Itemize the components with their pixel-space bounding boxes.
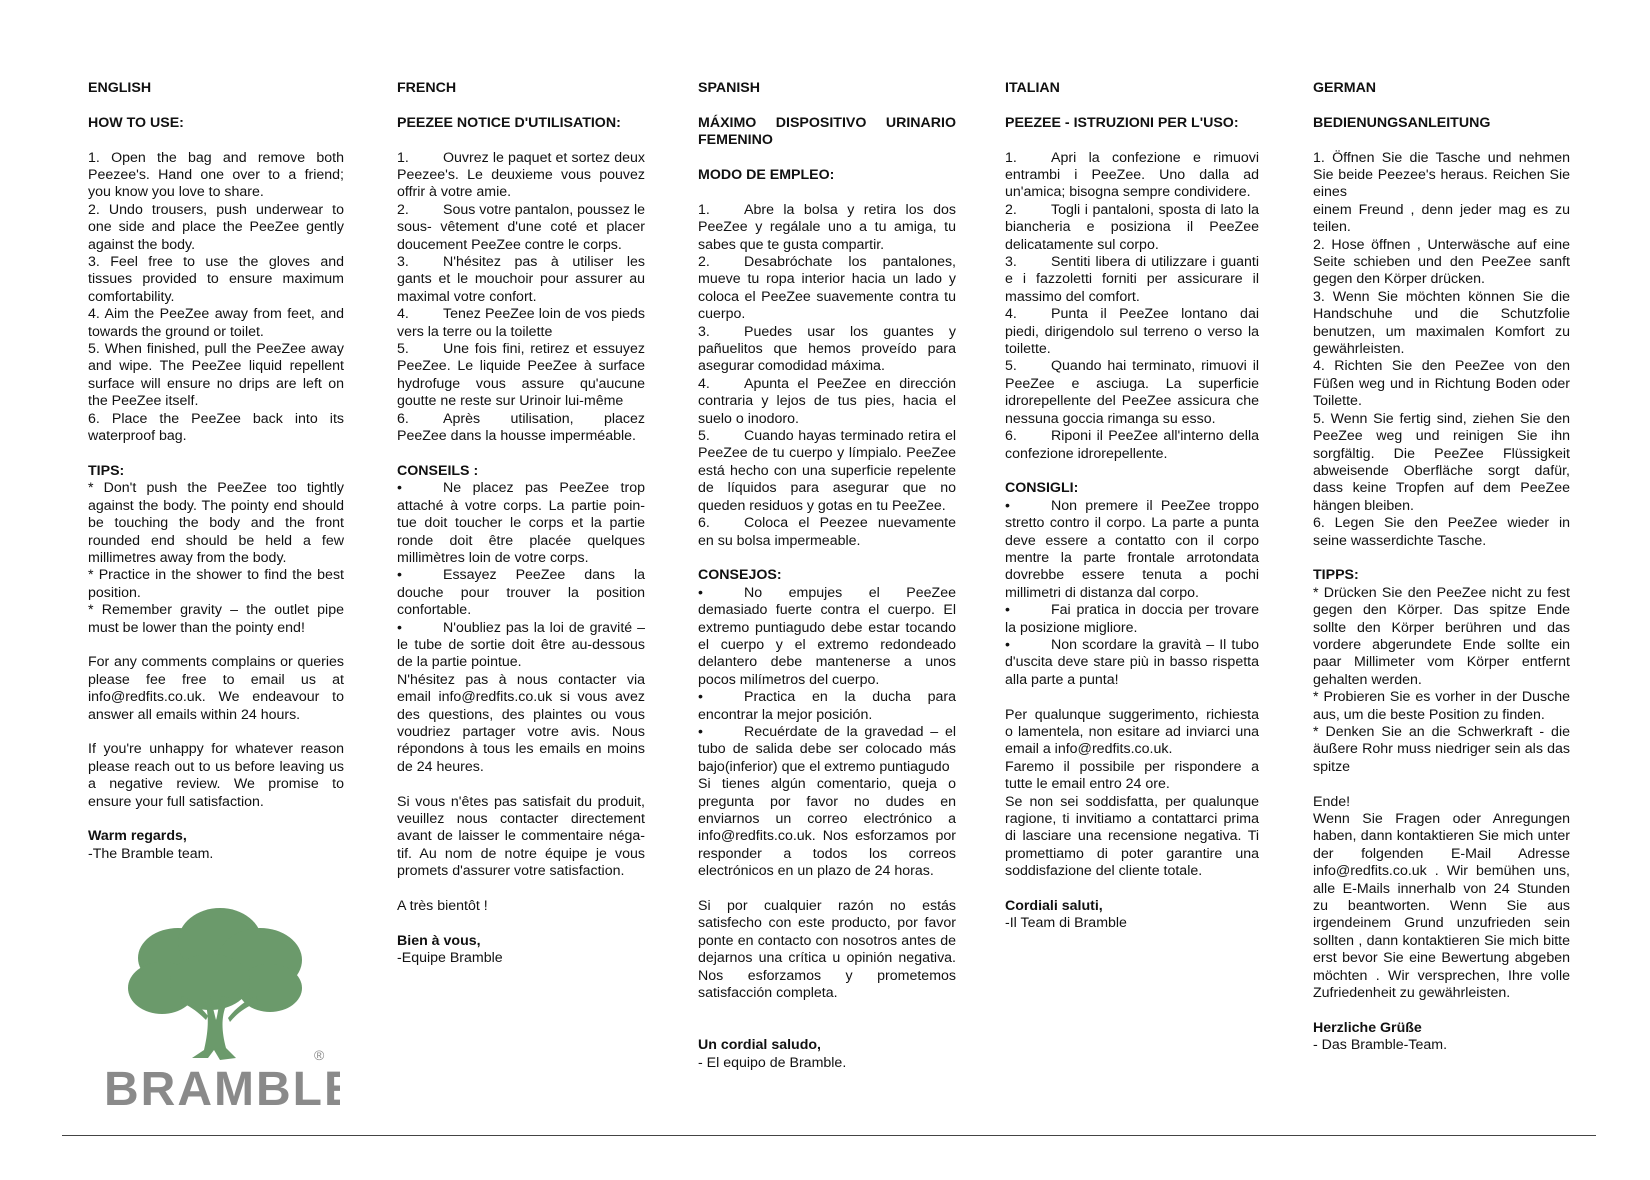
- italian-tip-3: • Non scordare la gravità – Il tubo d'uscita deve stare più in basso rispetta alla parte a punta!: [1005, 636, 1259, 688]
- french-tip-3: • N'oubliez pas la loi de gravité – le tube de sortie doit être au-dessous de la partie pointue.: [397, 619, 645, 671]
- tree-icon: [100, 900, 340, 1115]
- spanish-contact: Si tienes algún comentario, queja o pregunta por favor no dudes en enviarnos un correo electrónico a info@redfits.co.uk. Nos esforzamos por responder a todos los correos electrónicos en un plazo de 24 horas.: [698, 776, 956, 880]
- spanish-step-3: 3. Puedes usar los guantes y pañuelitos que hemos proveído para asegurar comodidad máxima.: [698, 323, 956, 375]
- french-column: [397, 80, 645, 968]
- english-step-4: 4. Aim the PeeZee away from feet, and towards the ground or toilet.: [88, 306, 344, 340]
- italian-team: -Il Team di Bramble: [1005, 915, 1127, 932]
- french-tip-2: • Essayez PeeZee dans la douche pour trouver la position confortable.: [397, 567, 645, 619]
- german-heading: BEDIENUNGSANLEITUNG: [1313, 114, 1491, 131]
- english-team: -The Bramble team.: [88, 845, 214, 862]
- italian-tips-heading: CONSIGLI:: [1005, 480, 1079, 497]
- italian-step-1: 1. Apri la confezione e rimuovi entrambi i PeeZee. Uno dalla ad un'amica; bisogna sempre condividere.: [1005, 149, 1259, 201]
- english-step-6: 6. Place the PeeZee back into its waterproof bag.: [88, 410, 344, 445]
- french-signoff: Bien à vous,: [397, 932, 481, 949]
- italian-unhappy: Se non sei soddisfatta, per qualunque ragione, ti invitiamo a contattarci prima di lasciare una recensione negativa. Ti promettiamo di poter garantire una soddisfazione del cliente totale.: [1005, 793, 1259, 880]
- italian-heading: PEEZEE - ISTRUZIONI PER L'USO:: [1005, 114, 1239, 131]
- german-step-1: 1. Öffnen Sie die Tasche und nehmen Sie beide Peezee's heraus. Reichen Sie eines: [1313, 149, 1570, 201]
- german-language-label: GERMAN: [1313, 80, 1377, 96]
- french-unhappy: Si vous n'êtes pas satisfait du produit, veuillez nous contacter directement avant de laisser le commentaire néga-tif. Au nom de notre équipe je vous promets d'assurer votre satisfaction.: [397, 793, 645, 880]
- italian-tip-2: • Fai pratica in doccia per trovare la posizione migliore.: [1005, 602, 1259, 636]
- spanish-team: - El equipo de Bramble.: [698, 1054, 847, 1071]
- english-step-2: 2. Undo trousers, push underwear to one side and place the PeeZee gently against the body.: [88, 201, 344, 253]
- german-column: [1313, 80, 1570, 1055]
- bramble-logo: [100, 900, 340, 1115]
- english-column: [88, 80, 344, 863]
- german-tip-2: * Probieren Sie es vorher in der Dusche aus, um die beste Position zu finden.: [1313, 689, 1570, 723]
- italian-step-2: 2. Togli i pantaloni, sposta di lato la biancheria e posiziona il PeeZee delicatamente sul corpo.: [1005, 201, 1259, 253]
- german-tip-1: * Drücken Sie den PeeZee nicht zu fest gegen den Körper. Das spitze Ende sollte den Körper berühren und das vordere abgerundete Ende sollte ein paar Millimeter vom Körper entfernt gehalten werden.: [1313, 584, 1570, 688]
- italian-step-5: 5. Quando hai terminato, rimuovi il PeeZee e asciuga. La superficie idrorepellente del PeeZee assicura che nessuna goccia rimanga su esso.: [1005, 358, 1259, 427]
- italian-language-label: ITALIAN: [1005, 80, 1060, 96]
- spanish-step-6: 6. Coloca el Peezee nuevamente en su bolsa impermeable.: [698, 515, 956, 549]
- english-step-3: 3. Feel free to use the gloves and tissues provided to ensure maximum comfortability.: [88, 254, 344, 305]
- french-step-6: 6. Après utilisation, placez PeeZee dans la housse imperméable.: [397, 410, 645, 445]
- german-step-6: 6. Legen Sie den PeeZee wieder in seine wasserdichte Tasche.: [1313, 515, 1570, 549]
- french-tip-1: • Ne placez pas PeeZee trop attaché à votre corps. La partie poin-tue doit toucher le corps et la partie ronde doit être placée quelques millimètres loin de votre corps.: [397, 480, 645, 566]
- registered-mark: ®: [314, 1047, 325, 1063]
- german-signoff: Herzliche Grüße: [1313, 1019, 1422, 1036]
- italian-contact: Per qualunque suggerimento, richiesta o lamentela, non esitare ad inviarci una email a info@redfits.co.uk.: [1005, 706, 1259, 758]
- spanish-unhappy: Si por cualquier razón no estás satisfecho con este producto, por favor ponte en contacto con nosotros antes de dejarnos una crítica u opinión negativa. Nos esforzamos y prometemos satisfacción completa.: [698, 898, 956, 1002]
- brand-wordmark: BRAMBLE: [104, 1063, 340, 1115]
- english-tip-1: * Don't push the PeeZee too tightly against the body. The pointy end should be touching the body and the front rounded end should be held a few millimetres away from the body.: [88, 480, 344, 566]
- german-ende: Ende!: [1313, 793, 1351, 810]
- english-tip-2: * Practice in the shower to find the best position.: [88, 567, 344, 601]
- italian-step-3: 3. Sentiti libera di utilizzare i guanti e i fazzoletti forniti per assicurare il massimo del comfort.: [1005, 254, 1259, 305]
- spanish-tips-heading: CONSEJOS:: [698, 567, 782, 584]
- spanish-language-label: SPANISH: [698, 80, 761, 96]
- german-step-2: 2. Hose öffnen , Unterwäsche auf eine Seite schieben und den PeeZee sanft gegen den Körper drücken.: [1313, 236, 1570, 288]
- english-comments: For any comments complains or queries please fee free to email us at info@redfits.co.uk. We endeavour to answer all emails within 24 hours.: [88, 654, 344, 723]
- english-signoff: Warm regards,: [88, 828, 187, 845]
- spanish-heading: MODO DE EMPLEO:: [698, 167, 835, 183]
- french-heading: PEEZEE NOTICE D'UTILISATION:: [397, 114, 621, 131]
- french-bientot: A très bientôt !: [397, 898, 488, 915]
- spanish-signoff: Un cordial saludo,: [698, 1037, 821, 1054]
- german-contact: Wenn Sie Fragen oder Anregungen haben, dann kontaktieren Sie mich unter der folgenden E-Mail Adresse info@redfits.co.uk . Wir bemühen uns, alle E-Mails innerhalb von 24 Stunden zu beantworten. Wenn Sie aus irgendeinem Grund unzufrieden sein sollten , dann kontaktieren Sie mich bitte erst bevor Sie eine Bewertung abgeben möchten . Wir versprechen, Ihre volle Zufriedenheit zu gewährleisten.: [1313, 811, 1570, 1002]
- french-step-1: 1. Ouvrez le paquet et sortez deux Peezee's. Le deuxieme vous pouvez offrir à votre amie.: [397, 149, 645, 201]
- english-tip-3: * Remember gravity – the outlet pipe must be lower than the pointy end!: [88, 602, 344, 636]
- spanish-step-4: 4. Apunta el PeeZee en dirección contraria y lejos de tus pies, hacia el suelo o inodoro.: [698, 375, 956, 427]
- german-step-1-cont: einem Freund , denn jeder mag es zu teilen.: [1313, 201, 1570, 236]
- spanish-tip-3: • Recuérdate de la gravedad – el tubo de salida debe ser colocado más bajo(inferior) que el extremo puntiagudo: [698, 723, 956, 775]
- french-step-2: 2. Sous votre pantalon, poussez le sous- vêtement d'une coté et placer doucement PeeZee contre le corps.: [397, 201, 645, 253]
- spanish-step-5: 5. Cuando hayas terminado retira el PeeZee de tu cuerpo y límpialo. PeeZee está hecho con una superficie repelente de líquidos para asegurar que no queden residuos y gotas en tu PeeZee.: [698, 428, 956, 514]
- italian-tip-1: • Non premere il PeeZee troppo stretto contro il corpo. La parte a punta deve essere a contatto con il corpo mentre la parte frontale arrotondata dovrebbe essere tenuta a pochi millimetri di distanza dal corpo.: [1005, 497, 1259, 601]
- spanish-step-1: 1. Abre la bolsa y retira los dos PeeZee y regálale uno a tu amiga, tu sabes que te gusta compartir.: [698, 201, 956, 253]
- english-language-label: ENGLISH: [88, 80, 152, 96]
- english-step-1: 1. Open the bag and remove both Peezee's. Hand one over to a friend; you know you love to share.: [88, 149, 344, 201]
- french-step-3: 3. N'hésitez pas à utiliser les gants et le mouchoir pour assurer au maximal votre confort.: [397, 254, 645, 305]
- french-tips-heading: CONSEILS :: [397, 462, 479, 479]
- french-step-5: 5. Une fois fini, retirez et essuyez PeeZee. Le liquide PeeZee à surface hydrofuge vous assure qu'aucune goutte ne reste sur Urinoir lui-même: [397, 341, 645, 410]
- english-heading: HOW TO USE:: [88, 114, 184, 131]
- footer-divider: [62, 1135, 1596, 1136]
- french-language-label: FRENCH: [397, 80, 457, 96]
- italian-signoff: Cordiali saluti,: [1005, 898, 1103, 915]
- spanish-title: MÁXIMO DISPOSITIVO URINARIO FEMENINO: [698, 114, 956, 149]
- spanish-step-2: 2. Desabróchate los pantalones, mueve tu ropa interior hacia un lado y coloca el PeeZee suavemente contra tu cuerpo.: [698, 254, 956, 323]
- german-step-5: 5. Wenn Sie fertig sind, ziehen Sie den PeeZee weg und reinigen Sie ihn sorgfältig. Die PeeZee Flüssigkeit abweisende Oberfläche sorgt dafür, dass keine Tropfen auf dem PeeZee hängen bleiben.: [1313, 410, 1570, 514]
- english-step-5: 5. When finished, pull the PeeZee away and wipe. The PeeZee liquid repellent surface will ensure no drips are left on the PeeZee itself.: [88, 341, 344, 410]
- french-team: -Equipe Bramble: [397, 950, 503, 967]
- german-team: - Das Bramble-Team.: [1313, 1037, 1448, 1054]
- german-tips-heading: TIPPS:: [1313, 567, 1359, 584]
- french-step-4: 4. Tenez PeeZee loin de vos pieds vers la terre ou la toilette: [397, 306, 645, 340]
- english-tips-heading: TIPS:: [88, 462, 125, 479]
- italian-reply: Faremo il possibile per rispondere a tutte le email entro 24 ore.: [1005, 758, 1259, 793]
- italian-step-4: 4. Punta il PeeZee lontano dai piedi, dirigendolo sul terreno o verso la toilette.: [1005, 306, 1259, 358]
- spanish-column: [698, 80, 956, 1072]
- french-contact: N'hésitez pas à nous contacter via email info@redfits.co.uk si vous avez des questions, des plaintes ou vous voudriez partager votre avis. Nous répondons à tous les emails en moins de 24 heures.: [397, 671, 645, 775]
- german-tip-3: * Denken Sie an die Schwerkraft - die äußere Rohr muss niedriger sein als das spitze: [1313, 723, 1570, 775]
- german-step-3: 3. Wenn Sie möchten können Sie die Handschuhe und die Schutzfolie benutzen, um maximalen Komfort zu gewährleisten.: [1313, 288, 1570, 358]
- spanish-tip-1: • No empujes el PeeZee demasiado fuerte contra el cuerpo. El extremo puntiagudo debe estar tocando el cuerpo y el extremo redondeado delantero debe mantenerse a unos pocos milímetros del cuerpo.: [698, 584, 956, 688]
- german-step-4: 4. Richten Sie den PeeZee von den Füßen weg und in Richtung Boden oder Toilette.: [1313, 358, 1570, 410]
- english-unhappy: If you're unhappy for whatever reason please reach out to us before leaving us a negative review. We promise to ensure your full satisfaction.: [88, 741, 344, 810]
- spanish-tip-2: • Practica en la ducha para encontrar la mejor posición.: [698, 689, 956, 723]
- italian-step-6: 6. Riponi il PeeZee all'interno della confezione idrorepellente.: [1005, 428, 1259, 462]
- italian-column: [1005, 80, 1259, 933]
